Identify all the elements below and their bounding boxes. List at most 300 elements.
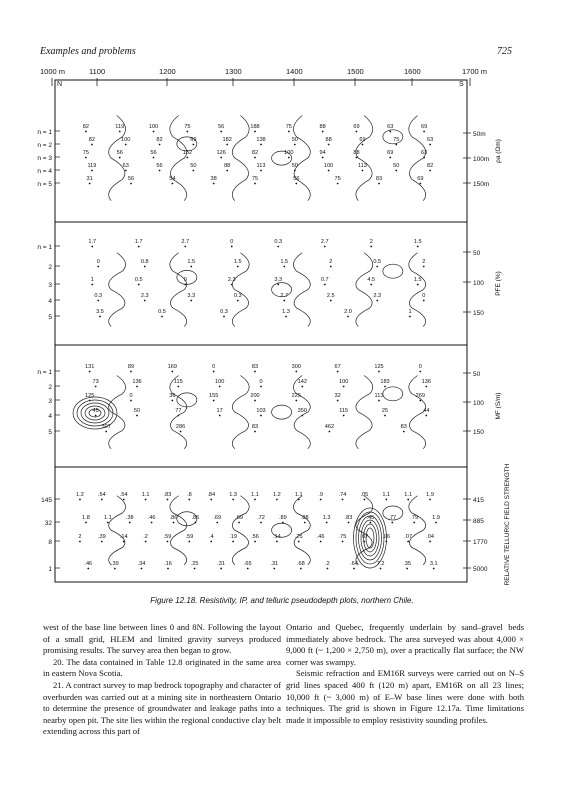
row-label: n = 2 (37, 142, 52, 149)
data-point (188, 541, 190, 543)
paragraph: west of the base line between lines 0 and 8N. Following the layout of a small grid, HLEM and limited gravity surveys produced promising results. The survey area then began to grow. (43, 622, 281, 656)
contour-line (109, 496, 126, 565)
data-value: 2.3 (140, 293, 149, 299)
row-label: n = 1 (37, 129, 52, 136)
data-point (370, 246, 372, 248)
data-value: 119 (87, 163, 97, 169)
data-point (378, 371, 380, 373)
data-point (216, 522, 218, 524)
data-point (260, 170, 262, 172)
data-value: 1.1 (404, 492, 413, 498)
scale-tick-label: 1400 (286, 67, 303, 76)
data-point (138, 284, 140, 286)
data-point (322, 157, 324, 159)
data-point (362, 170, 364, 172)
data-value: 1.5 (413, 277, 422, 283)
data-point (144, 266, 146, 268)
data-point (276, 499, 278, 501)
data-value: 32 (334, 393, 341, 399)
data-value: .59 (163, 534, 172, 540)
data-value: 0.5 (373, 259, 382, 265)
data-point (130, 371, 132, 373)
data-value: .88 (300, 515, 309, 521)
data-value: 115 (339, 408, 349, 414)
data-point (194, 568, 196, 570)
data-value: .86 (191, 515, 200, 521)
data-point (419, 400, 421, 402)
data-value: 1.3 (229, 492, 238, 498)
data-point (114, 568, 116, 570)
data-point (389, 131, 391, 133)
data-value: 63 (420, 150, 428, 156)
data-value: 188 (250, 124, 260, 130)
row-label: 2 (48, 264, 52, 271)
row-label: 32 (44, 520, 52, 527)
data-point (320, 541, 322, 543)
data-point (167, 541, 169, 543)
data-value: 1.5 (187, 259, 196, 265)
data-point (254, 400, 256, 402)
contour-line (356, 376, 373, 449)
data-value: .34 (137, 561, 146, 567)
data-value: 286 (175, 424, 186, 430)
data-point (79, 541, 81, 543)
data-value: 0.5 (134, 277, 143, 283)
depth-label: 415 (473, 497, 484, 504)
data-value: 1.5 (413, 239, 422, 245)
data-point (419, 371, 421, 373)
data-point (348, 522, 350, 524)
row-label: 1 (48, 566, 52, 573)
data-value: .19 (229, 534, 238, 540)
data-point (213, 371, 215, 373)
data-point (419, 183, 421, 185)
data-point (254, 157, 256, 159)
scale-tick-label: 1500 (347, 67, 364, 76)
data-point (254, 431, 256, 433)
data-value: 100 (121, 137, 131, 143)
data-point (423, 131, 425, 133)
data-point (337, 183, 339, 185)
data-value: .59 (185, 534, 194, 540)
contour-line (293, 496, 310, 565)
data-point (337, 400, 339, 402)
row-label: 3 (48, 398, 52, 405)
data-point (210, 541, 212, 543)
data-value: 0.3 (233, 293, 242, 299)
row-label: n = 5 (37, 181, 52, 188)
data-value: 131 (84, 364, 95, 370)
data-point (330, 266, 332, 268)
data-point (101, 541, 103, 543)
data-point (283, 300, 285, 302)
data-point (129, 522, 131, 524)
data-point (395, 170, 397, 172)
data-point (171, 400, 173, 402)
contour-line (232, 496, 249, 565)
data-point (330, 300, 332, 302)
data-value: .14 (119, 534, 128, 540)
data-value: 0.5 (158, 309, 166, 315)
data-value: 50 (393, 163, 400, 169)
data-value: 75 (82, 150, 90, 156)
data-value: 269 (415, 393, 426, 399)
data-point (85, 157, 87, 159)
data-point (254, 183, 256, 185)
data-value: 2 (369, 239, 373, 245)
data-value: .46 (147, 515, 156, 521)
data-point (177, 386, 179, 388)
data-value: 2 (329, 259, 333, 265)
contour-loop (272, 405, 292, 419)
data-value: .16 (164, 561, 172, 567)
paragraph: 21. A contract survey to map bedrock topography and character of overburden was carried out at a mining site in northeastern Ontario to determine the presence of groundwater and leakage paths into a nearby open pit. The site lies within the regional conductive clay belt extending across this part of (43, 679, 281, 737)
data-value: 50 (291, 137, 298, 143)
data-value: 0 (183, 277, 187, 283)
data-value: 56 (218, 124, 225, 130)
data-value: 300 (291, 364, 302, 370)
page-number: 725 (497, 46, 512, 57)
data-value: .65 (243, 561, 252, 567)
data-point (247, 568, 249, 570)
data-point (237, 300, 239, 302)
data-value: 136 (421, 379, 432, 385)
data-point (324, 284, 326, 286)
data-point (276, 541, 278, 543)
data-value: 1.2 (76, 492, 84, 498)
depth-label: 50 (473, 250, 481, 257)
data-point (328, 144, 330, 146)
scale-tick-label: 1600 (404, 67, 421, 76)
data-point (406, 568, 408, 570)
data-point (91, 170, 93, 172)
data-value: 25 (381, 408, 389, 414)
data-value: 1.7 (88, 239, 97, 245)
data-point (123, 499, 125, 501)
axis-label: MF (S/m) (495, 392, 502, 420)
data-point (417, 284, 419, 286)
data-point (273, 568, 275, 570)
data-point (301, 386, 303, 388)
data-value: .38 (125, 515, 134, 521)
axis-label: PFE (%) (495, 271, 502, 296)
data-point (145, 541, 147, 543)
data-value: .31 (270, 561, 279, 567)
data-value: 94 (319, 150, 326, 156)
data-value: 100 (323, 163, 334, 169)
axis-label: RELATIVE TELLURIC FIELD STRENGTH (504, 463, 511, 586)
data-point (188, 499, 190, 501)
data-value: 82 (88, 137, 96, 143)
data-point (91, 284, 93, 286)
data-point (391, 522, 393, 524)
data-point (435, 522, 437, 524)
data-value: .64 (350, 561, 358, 567)
depth-label: 100 (473, 400, 484, 407)
data-value: 225 (291, 393, 302, 399)
data-value: 83 (251, 424, 259, 430)
data-value: .69 (213, 515, 222, 521)
data-point (254, 131, 256, 133)
data-value: .72 (257, 515, 265, 521)
data-point (232, 499, 234, 501)
data-point (385, 499, 387, 501)
data-value: .14 (272, 534, 281, 540)
data-value: 56 (116, 150, 123, 156)
paragraph: Seismic refraction and EM16R surveys were carried out on N–S grid lines spaced 400 ft (120 m) apart, EM16R on all 23 lines; 10,000 ft (~ 3,000 m) of E–W base lines were done with both techniques. The grid is shown in Figure 12.17a. Time limitations made it impossible to employ resistivity sounding profiles. (286, 668, 524, 725)
data-point (429, 144, 431, 146)
contour-line (409, 376, 426, 449)
data-value: 82 (251, 150, 259, 156)
data-value: 63 (387, 124, 394, 130)
row-label: n = 3 (37, 155, 52, 162)
depth-label: 5000 (473, 566, 488, 573)
data-value: 82 (82, 124, 90, 130)
data-value: 100 (284, 150, 294, 156)
data-point (260, 386, 262, 388)
data-point (423, 300, 425, 302)
data-point (130, 183, 132, 185)
data-point (213, 183, 215, 185)
data-value: 0 (259, 379, 263, 385)
data-value: 3.3 (187, 293, 196, 299)
data-value: 75 (285, 124, 292, 130)
data-point (136, 386, 138, 388)
data-value: 307 (101, 424, 111, 430)
data-point (423, 266, 425, 268)
data-point (343, 415, 345, 417)
data-point (370, 522, 372, 524)
data-value: 17 (216, 408, 223, 414)
data-value: 36 (169, 393, 176, 399)
data-value: 0 (418, 364, 422, 370)
data-point (298, 541, 300, 543)
data-value: 50 (190, 163, 197, 169)
data-value: 1 (408, 309, 412, 315)
data-value: 0 (96, 259, 100, 265)
data-point (231, 246, 233, 248)
data-point (95, 386, 97, 388)
data-value: 7.2 (376, 561, 385, 567)
data-value: 44 (423, 408, 430, 414)
data-value: 2 (422, 259, 426, 265)
data-point (91, 246, 93, 248)
data-point (130, 400, 132, 402)
data-point (295, 400, 297, 402)
south-label: S (459, 81, 464, 88)
data-point (364, 499, 366, 501)
paragraph: 20. The data contained in Table 12.8 originated in the same area in eastern Nova Scotia. (43, 656, 281, 679)
data-value: 56 (127, 176, 135, 182)
data-point (159, 170, 161, 172)
row-label: n = 1 (37, 369, 52, 376)
data-value: 1.2 (272, 492, 281, 498)
data-value: 182 (222, 137, 232, 143)
data-value: 1 (90, 277, 94, 283)
data-point (171, 183, 173, 185)
data-point (417, 246, 419, 248)
data-point (413, 522, 415, 524)
data-value: .77 (388, 515, 397, 521)
data-value: 45 (92, 408, 99, 414)
figure-caption: Figure 12.18. Resistivity, IP, and telluric pseudodepth plots, northern Chile. (150, 596, 414, 605)
data-value: 69 (353, 124, 360, 130)
contour-line (232, 376, 249, 449)
data-value: 83 (375, 176, 383, 182)
data-point (294, 144, 296, 146)
data-value: 69 (417, 176, 424, 182)
data-point (226, 170, 228, 172)
data-value: .74 (338, 492, 347, 498)
data-value: 88 (353, 150, 360, 156)
scale-tick-label: 1200 (159, 67, 176, 76)
data-point (254, 371, 256, 373)
data-value: 3.1 (429, 561, 438, 567)
data-point (141, 568, 143, 570)
data-value: 125 (84, 393, 95, 399)
data-value: 38 (210, 176, 217, 182)
data-value: .45 (366, 515, 375, 521)
data-point (288, 157, 290, 159)
data-value: .79 (410, 515, 419, 521)
data-point (87, 568, 89, 570)
axis-label: ρa (Ωm) (495, 139, 502, 163)
data-point (219, 386, 221, 388)
data-value: 132 (182, 150, 193, 156)
data-value: .83 (344, 515, 353, 521)
data-value: .39 (97, 534, 106, 540)
data-point (190, 266, 192, 268)
data-value: 69 (190, 137, 197, 143)
data-point (320, 499, 322, 501)
north-label: N (57, 81, 63, 88)
data-value: 1.9 (426, 492, 434, 498)
data-value: .05 (360, 492, 369, 498)
data-point (105, 431, 107, 433)
data-point (136, 415, 138, 417)
data-value: 0 (212, 364, 216, 370)
data-value: .84 (207, 492, 216, 498)
data-value: 75 (334, 176, 341, 182)
data-point (184, 246, 186, 248)
data-point (101, 499, 103, 501)
data-point (260, 144, 262, 146)
data-point (161, 316, 163, 318)
data-point (119, 131, 121, 133)
data-point (210, 499, 212, 501)
data-point (237, 266, 239, 268)
depth-label: 100m (473, 156, 490, 163)
data-point (232, 541, 234, 543)
data-point (167, 499, 169, 501)
data-value: 56 (293, 176, 300, 182)
data-point (429, 541, 431, 543)
depth-label: 50 (473, 371, 481, 378)
data-point (220, 131, 222, 133)
data-point (407, 541, 409, 543)
data-point (238, 522, 240, 524)
data-value: 69 (387, 150, 394, 156)
data-value: 63 (426, 137, 434, 143)
data-point (138, 246, 140, 248)
data-point (97, 300, 99, 302)
data-point (295, 371, 297, 373)
scale-tick-label: 1300 (225, 67, 242, 76)
data-point (91, 144, 93, 146)
data-value: 67 (334, 364, 341, 370)
row-label: n = 4 (37, 168, 52, 175)
data-value: 0.3 (220, 309, 228, 315)
data-value: .54 (119, 492, 128, 498)
data-point (328, 170, 330, 172)
data-point (125, 144, 127, 146)
data-value: 1.1 (382, 492, 391, 498)
data-value: .31 (217, 561, 226, 567)
data-point (342, 541, 344, 543)
data-value: 0 (230, 239, 234, 245)
data-value: 138 (256, 137, 266, 143)
data-point (186, 131, 188, 133)
data-point (370, 284, 372, 286)
data-point (343, 386, 345, 388)
data-point (429, 170, 431, 172)
data-value: 1.7 (134, 239, 143, 245)
data-value: 3.3 (274, 277, 283, 283)
data-point (213, 400, 215, 402)
data-point (153, 131, 155, 133)
data-point (85, 522, 87, 524)
depth-label: 50m (473, 131, 486, 138)
text-column-right (286, 622, 524, 726)
data-point (159, 144, 161, 146)
data-point (384, 415, 386, 417)
data-value: 142 (297, 379, 308, 385)
row-label: 145 (41, 497, 52, 504)
depth-label: 150 (473, 310, 484, 317)
data-point (254, 541, 256, 543)
data-value: .07 (360, 534, 369, 540)
depth-label: 885 (473, 518, 484, 525)
row-label: 4 (48, 298, 52, 305)
contour-line (170, 496, 187, 565)
data-point (226, 144, 228, 146)
data-point (322, 131, 324, 133)
data-point (288, 131, 290, 133)
data-value: 69 (420, 124, 428, 130)
contour-loop (177, 393, 197, 407)
data-point (125, 170, 127, 172)
data-point (223, 316, 225, 318)
row-label: 8 (48, 539, 52, 546)
data-value: 2.7 (320, 239, 329, 245)
data-point (219, 415, 221, 417)
contour-loop (177, 270, 197, 284)
data-value: 113 (357, 163, 367, 169)
data-value: .8 (187, 492, 192, 498)
data-point (389, 157, 391, 159)
data-point (304, 522, 306, 524)
data-value: 0.8 (140, 259, 149, 265)
data-value: 56 (156, 163, 163, 169)
data-point (260, 522, 262, 524)
data-point (329, 431, 331, 433)
data-point (144, 300, 146, 302)
data-value: 1.8 (82, 515, 90, 521)
data-point (277, 284, 279, 286)
data-value: 1.3 (282, 309, 290, 315)
data-point (192, 170, 194, 172)
data-value: 1.1 (294, 492, 303, 498)
